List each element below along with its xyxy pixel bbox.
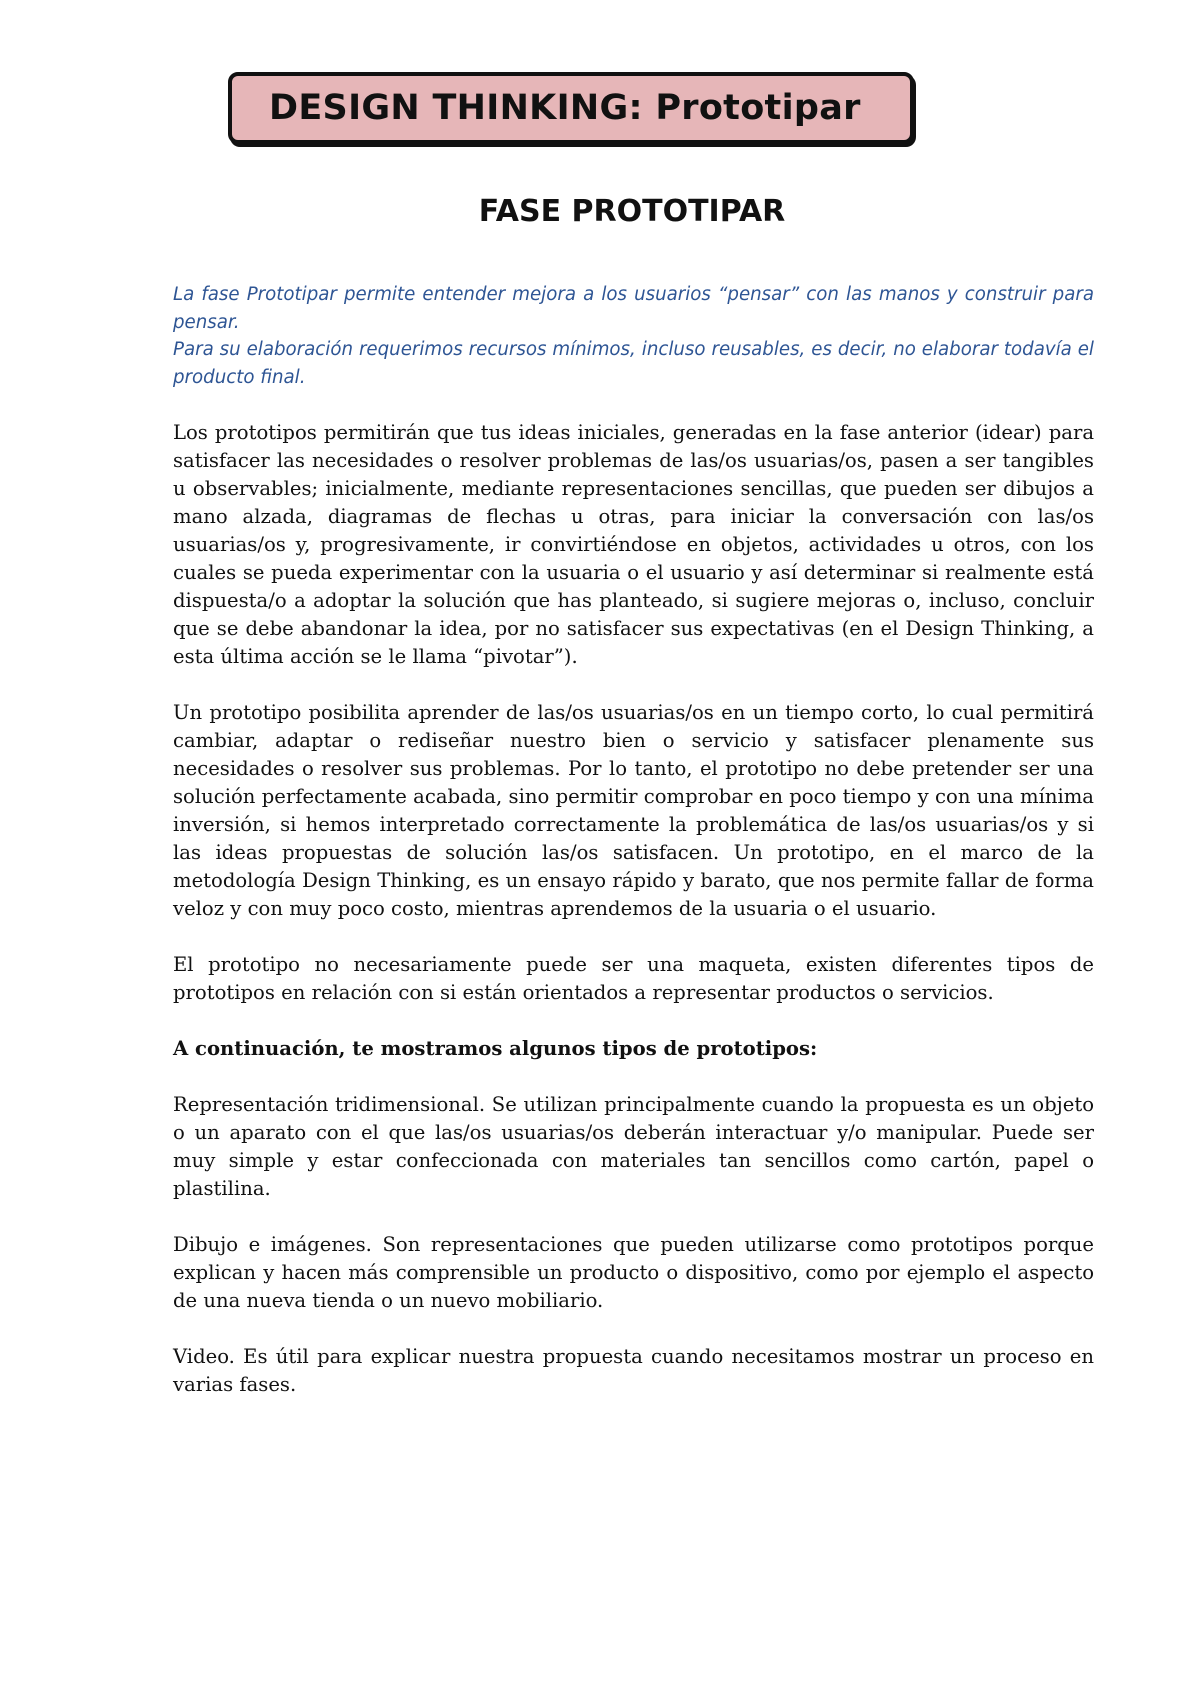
paragraph-gap — [173, 1315, 1094, 1343]
paragraph-gap — [173, 391, 1094, 419]
paragraph-gap — [173, 1063, 1094, 1091]
paragraph-gap — [173, 671, 1094, 699]
types-heading: A continuación, te mostramos algunos tipos de prototipos: — [173, 1037, 818, 1060]
document-body — [173, 281, 1094, 1399]
paragraph-maqueta: El prototipo no necesariamente puede ser una maqueta, existen diferentes tipos de prototipos en relación con si están orientados a representar productos o servicios. — [173, 953, 1094, 1004]
banner-title: DESIGN THINKING: Prototipar — [269, 88, 861, 128]
paragraph-gap — [173, 923, 1094, 951]
type-video: Video. Es útil para explicar nuestra propuesta cuando necesitamos mostrar un proceso en varias fases. — [173, 1345, 1094, 1396]
paragraph-prototipos: Los prototipos permitirán que tus ideas iniciales, generadas en la fase anterior (idear) para satisfacer las necesidades o resolver problemas de las/os usuarias/os, pasen a ser tangibles u observables; inicialmente, mediante representaciones sencillas, que pueden ser dibujos a mano alzada, diagramas de flechas u otras, para iniciar la conversación con las/os usuarias/os y, progresivamente, ir convirtiéndose en objetos, actividades u otros, con los cuales se pueda experimentar con la usuaria o el usuario y así determinar si realmente está dispuesta/o a adoptar la solución que has planteado, si sugiere mejoras o, incluso, concluir que se debe abandonar la idea, por no satisfacer sus expectativas (en el Design Thinking, a esta última acción se le llama “pivotar”). — [173, 421, 1094, 668]
type-dibujo: Dibujo e imágenes. Son representaciones que pueden utilizarse como prototipos porque explican y hacen más comprensible un producto o dispositivo, como por ejemplo el aspecto de una nueva tienda o un nuevo mobiliario. — [173, 1233, 1094, 1312]
type-tridimensional: Representación tridimensional. Se utilizan principalmente cuando la propuesta es un objeto o un aparato con el que las/os usuarias/os deberán interactuar y/o manipular. Puede ser muy simple y estar confeccionada con materiales tan sencillos como cartón, papel o plastilina. — [173, 1093, 1094, 1200]
title-banner — [228, 72, 914, 144]
intro-line-1: La fase Prototipar permite entender mejora a los usuarios “pensar” con las manos y construir para pensar. — [173, 284, 1094, 333]
intro-line-2: Para su elaboración requerimos recursos mínimos, incluso reusables, es decir, no elaborar todavía el producto final. — [173, 339, 1094, 388]
section-title: FASE PROTOTIPAR — [478, 194, 786, 229]
paragraph-gap — [173, 1007, 1094, 1035]
paragraph-gap — [173, 1203, 1094, 1231]
paragraph-aprender: Un prototipo posibilita aprender de las/os usuarias/os en un tiempo corto, lo cual permitirá cambiar, adaptar o rediseñar nuestro bien o servicio y satisfacer plenamente sus necesidades o resolver sus problemas. Por lo tanto, el prototipo no debe pretender ser una solución perfectamente acabada, sino permitir comprobar en poco tiempo y con una mínima inversión, si hemos interpretado correctamente la problemática de las/os usuarias/os y si las ideas propuestas de solución las/os satisfacen. Un prototipo, en el marco de la metodología Design Thinking, es un ensayo rápido y barato, que nos permite fallar de forma veloz y con muy poco costo, mientras aprendemos de la usuaria o el usuario. — [173, 701, 1094, 920]
